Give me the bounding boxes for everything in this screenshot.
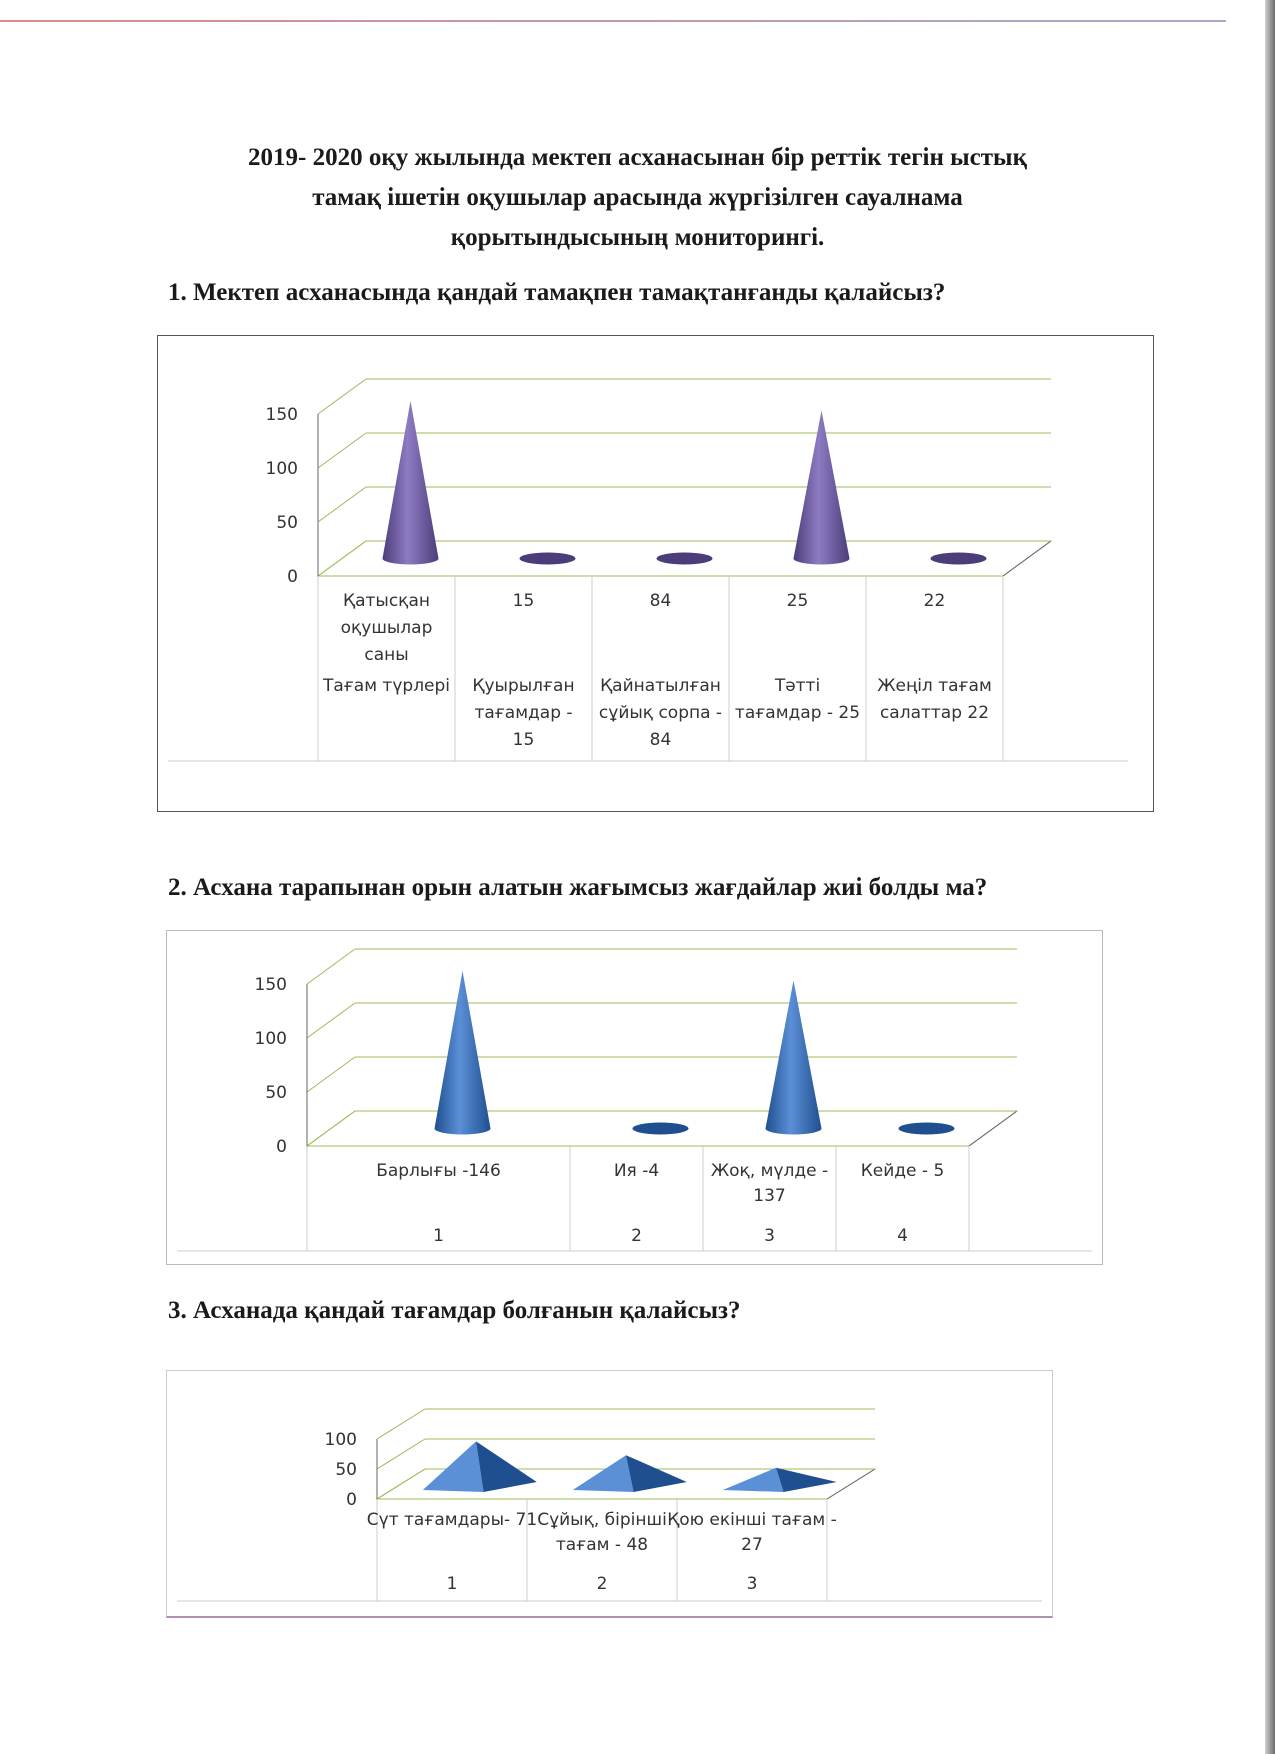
y-tick-label: 0 [287,567,298,587]
category-label: тағам - 48 [555,1535,649,1555]
pyramid-bar-front [723,1468,784,1492]
question-1: 1. Мектеп асханасында қандай тамақпен тамақтанғанды қалайсыз? [168,279,946,306]
y-tick-label: 100 [265,459,298,479]
chart-1 [157,335,1154,812]
y-tick-label: 150 [254,975,287,995]
pyramid-bar-front [423,1441,484,1492]
top-rule [0,20,1226,22]
question-2: 2. Асхана тарапынан орын алатын жағымсыз жағдайлар жиі болды ма? [168,874,988,901]
category-sublabel: Қуырылған [472,676,575,696]
chart-1-svg [158,336,1153,811]
cone-bar-base [899,1123,955,1135]
chart-2 [166,930,1103,1265]
floor-edge [827,1469,875,1499]
gridline-side [377,1409,425,1439]
gridline-side [307,1003,355,1038]
page-title [150,138,1125,258]
gridline-side [377,1469,425,1499]
cone-bar [435,971,491,1135]
floor-edge [969,1111,1017,1146]
y-tick-label: 150 [265,405,298,425]
cone-bar-base [633,1123,689,1135]
category-label: 137 [753,1186,786,1206]
category-label: 25 [786,591,809,611]
gridline-side [307,1111,355,1146]
category-label: 84 [649,591,672,611]
category-label: оқушылар [340,618,433,638]
category-label: Барлығы -146 [376,1161,501,1181]
cone-bar [383,401,439,565]
chart-3-svg [167,1371,1052,1616]
gridline-side [307,949,355,984]
category-sublabel: Тәтті [774,676,821,696]
y-tick-label: 100 [254,1029,287,1049]
category-sublabel: 1 [433,1226,444,1246]
gridline-side [377,1439,425,1469]
cone-bar [794,411,850,565]
title-line-3: қорытындысының мониторингі. [450,224,825,251]
category-sublabel: салаттар 22 [879,703,990,723]
gridline-side [318,379,366,414]
cone-bar-base [657,553,713,565]
category-sublabel: 84 [649,730,672,750]
category-label: Қою екінші тағам - [667,1510,837,1530]
cone-bar-base [931,553,987,565]
category-sublabel: тағамдар - 25 [734,703,861,723]
pyramid-bar-side [476,1441,537,1492]
gridline-side [318,433,366,468]
title-line-1: 2019- 2020 оқу жылында мектеп асханасынан бір реттік тегін ыстық [248,144,1027,171]
category-sublabel: сұйық сорпа - [598,703,723,723]
category-sublabel: тағамдар - [474,703,573,723]
category-sublabel: 4 [897,1226,908,1246]
question-3: 3. Асханада қандай тағамдар болғанын қалайсыз? [168,1297,741,1324]
category-label: 15 [512,591,535,611]
floor-edge [1003,541,1051,576]
category-sublabel: Жеңіл тағам [877,676,992,696]
gridline-side [307,1057,355,1092]
category-label: Сұйық, бірінші [537,1510,667,1530]
chart-3 [166,1370,1053,1618]
category-label: Қатысқан [343,591,430,611]
y-tick-label: 50 [276,513,298,533]
title-line-2: тамақ ішетін оқушылар арасында жүргізілген сауалнама [312,184,963,211]
gridline-side [318,487,366,522]
gridline-side [318,541,366,576]
y-tick-label: 0 [276,1137,287,1157]
category-label: Жоқ, мүлде - [710,1161,829,1181]
category-sublabel: 1 [446,1574,458,1594]
category-label: саны [364,645,409,665]
pyramid-bar-side [626,1455,687,1492]
y-tick-label: 0 [346,1490,357,1510]
category-sublabel: 2 [596,1574,608,1594]
category-sublabel: 2 [631,1226,642,1246]
pyramid-bar-side [776,1468,837,1492]
y-tick-label: 50 [265,1083,287,1103]
category-sublabel: Қайнатылған [600,676,721,696]
category-label: Сүт тағамдары- 71 [366,1510,538,1530]
category-sublabel: 3 [746,1574,758,1594]
category-label: 22 [923,591,946,611]
category-label: Ия -4 [613,1161,660,1181]
pyramid-bar-front [573,1455,634,1492]
scan-edge [1265,0,1275,1754]
y-tick-label: 100 [324,1430,357,1450]
category-sublabel: 3 [764,1226,775,1246]
category-label: Кейде - 5 [860,1161,945,1181]
category-sublabel: Тағам түрлері [322,676,451,696]
cone-bar [766,981,822,1135]
chart-2-svg [167,931,1102,1264]
cone-bar-base [520,553,576,565]
category-sublabel: 15 [512,730,535,750]
y-tick-label: 50 [335,1460,357,1480]
category-label: 27 [741,1535,763,1555]
